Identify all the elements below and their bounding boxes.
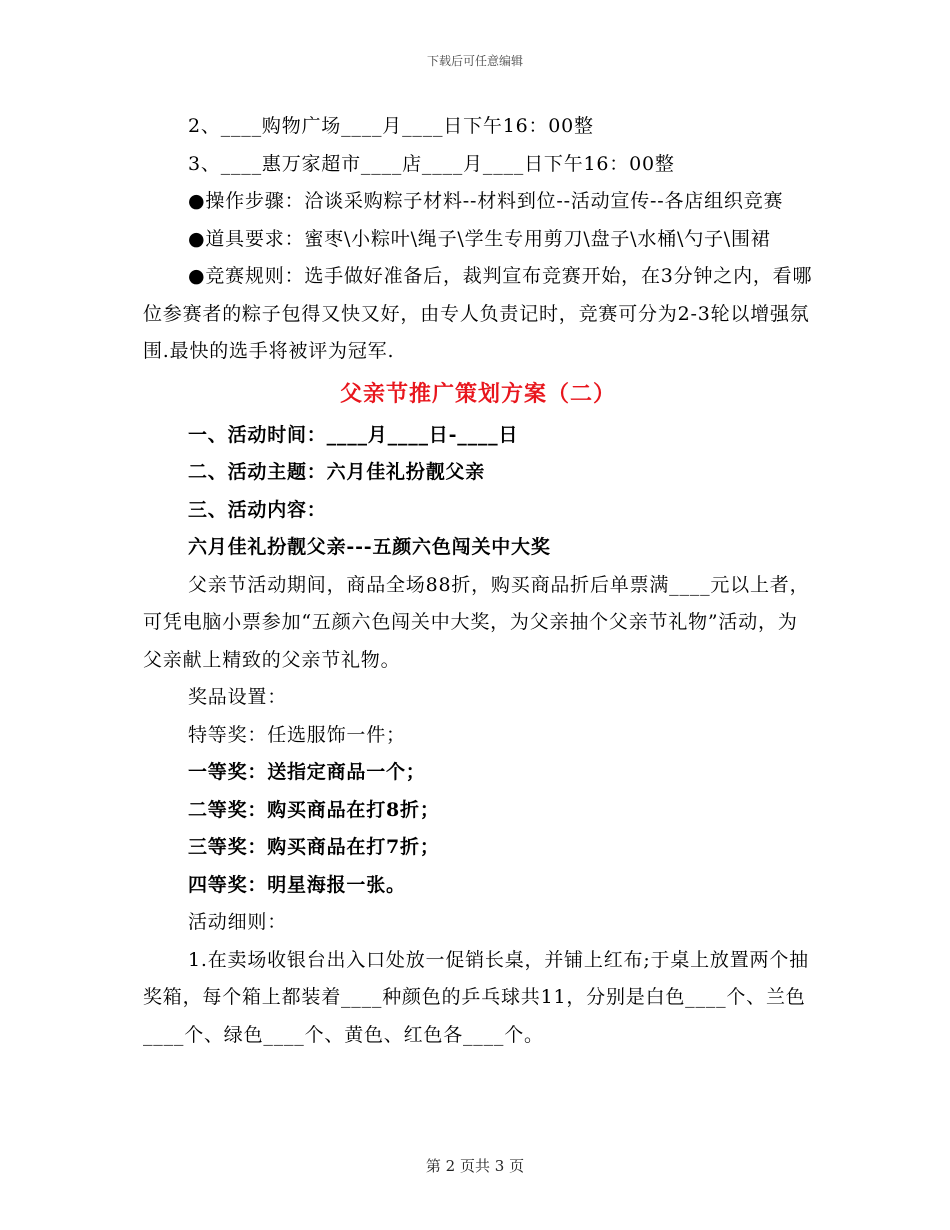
- prize-special: 特等奖：任选服饰一件；: [188, 723, 406, 746]
- venue-line-2: 2、____购物广场____月____日下午16：00整: [188, 115, 594, 137]
- activity-intro: 父亲节活动期间，商品全场88折，购买商品折后单票满____元以上者，可凭电脑小票参加“五颜六色闯关中大奖，为父亲抽个父亲节礼物”活动，为父亲献上精致的父亲节礼物。: [143, 573, 810, 671]
- page-header: 下载后可任意编辑: [426, 54, 523, 68]
- detail-item-1: 1.在卖场收银台出入口处放一促销长桌，并铺上红布;于桌上放置两个抽奖箱，每个箱上都装着____种颜色的乒乓球共11，分别是白色____个、兰色____个、绿色____个、黄色、红色各____个。: [143, 948, 809, 1046]
- prize-third: 三等奖：购买商品在打7折；: [188, 836, 440, 858]
- activity-content-heading: 三、活动内容：: [188, 498, 327, 521]
- activity-time: 一、活动时间：____月____日-____日: [188, 423, 519, 446]
- prize-second: 二等奖：购买商品在打8折；: [188, 798, 440, 821]
- details-heading: 活动细则：: [188, 911, 288, 933]
- activity-subtitle: 六月佳礼扮靓父亲---五颜六色闯关中大奖: [188, 536, 551, 558]
- page-footer: 第 2 页共 3 页: [425, 1157, 525, 1175]
- activity-theme: 二、活动主题：六月佳礼扮靓父亲: [188, 461, 486, 483]
- prizes-heading: 奖品设置：: [188, 686, 288, 708]
- competition-rules: ●竞赛规则：选手做好准备后，裁判宣布竞赛开始，在3分钟之内，看哪位参赛者的粽子包得又快又好，由专人负责记时，竞赛可分为2-3轮以增强氛围.最快的选手将被评为冠军.: [143, 265, 813, 362]
- props-requirements: ●道具要求：蜜枣\小粽叶\绳子\学生专用剪刀\盘子\水桶\勺子\围裙: [188, 227, 771, 250]
- document-body: [143, 108, 813, 1054]
- venue-line-3: 3、____惠万家超市____店____月____日下午16：00整: [188, 152, 675, 175]
- operation-steps: ●操作步骤：洽谈采购粽子材料--材料到位--活动宣传--各店组织竞赛: [188, 190, 784, 212]
- section-title: 父亲节推广策划方案（二）: [339, 380, 616, 407]
- prize-first: 一等奖：送指定商品一个；: [188, 761, 426, 783]
- prize-fourth: 四等奖：明星海报一张。: [188, 873, 406, 896]
